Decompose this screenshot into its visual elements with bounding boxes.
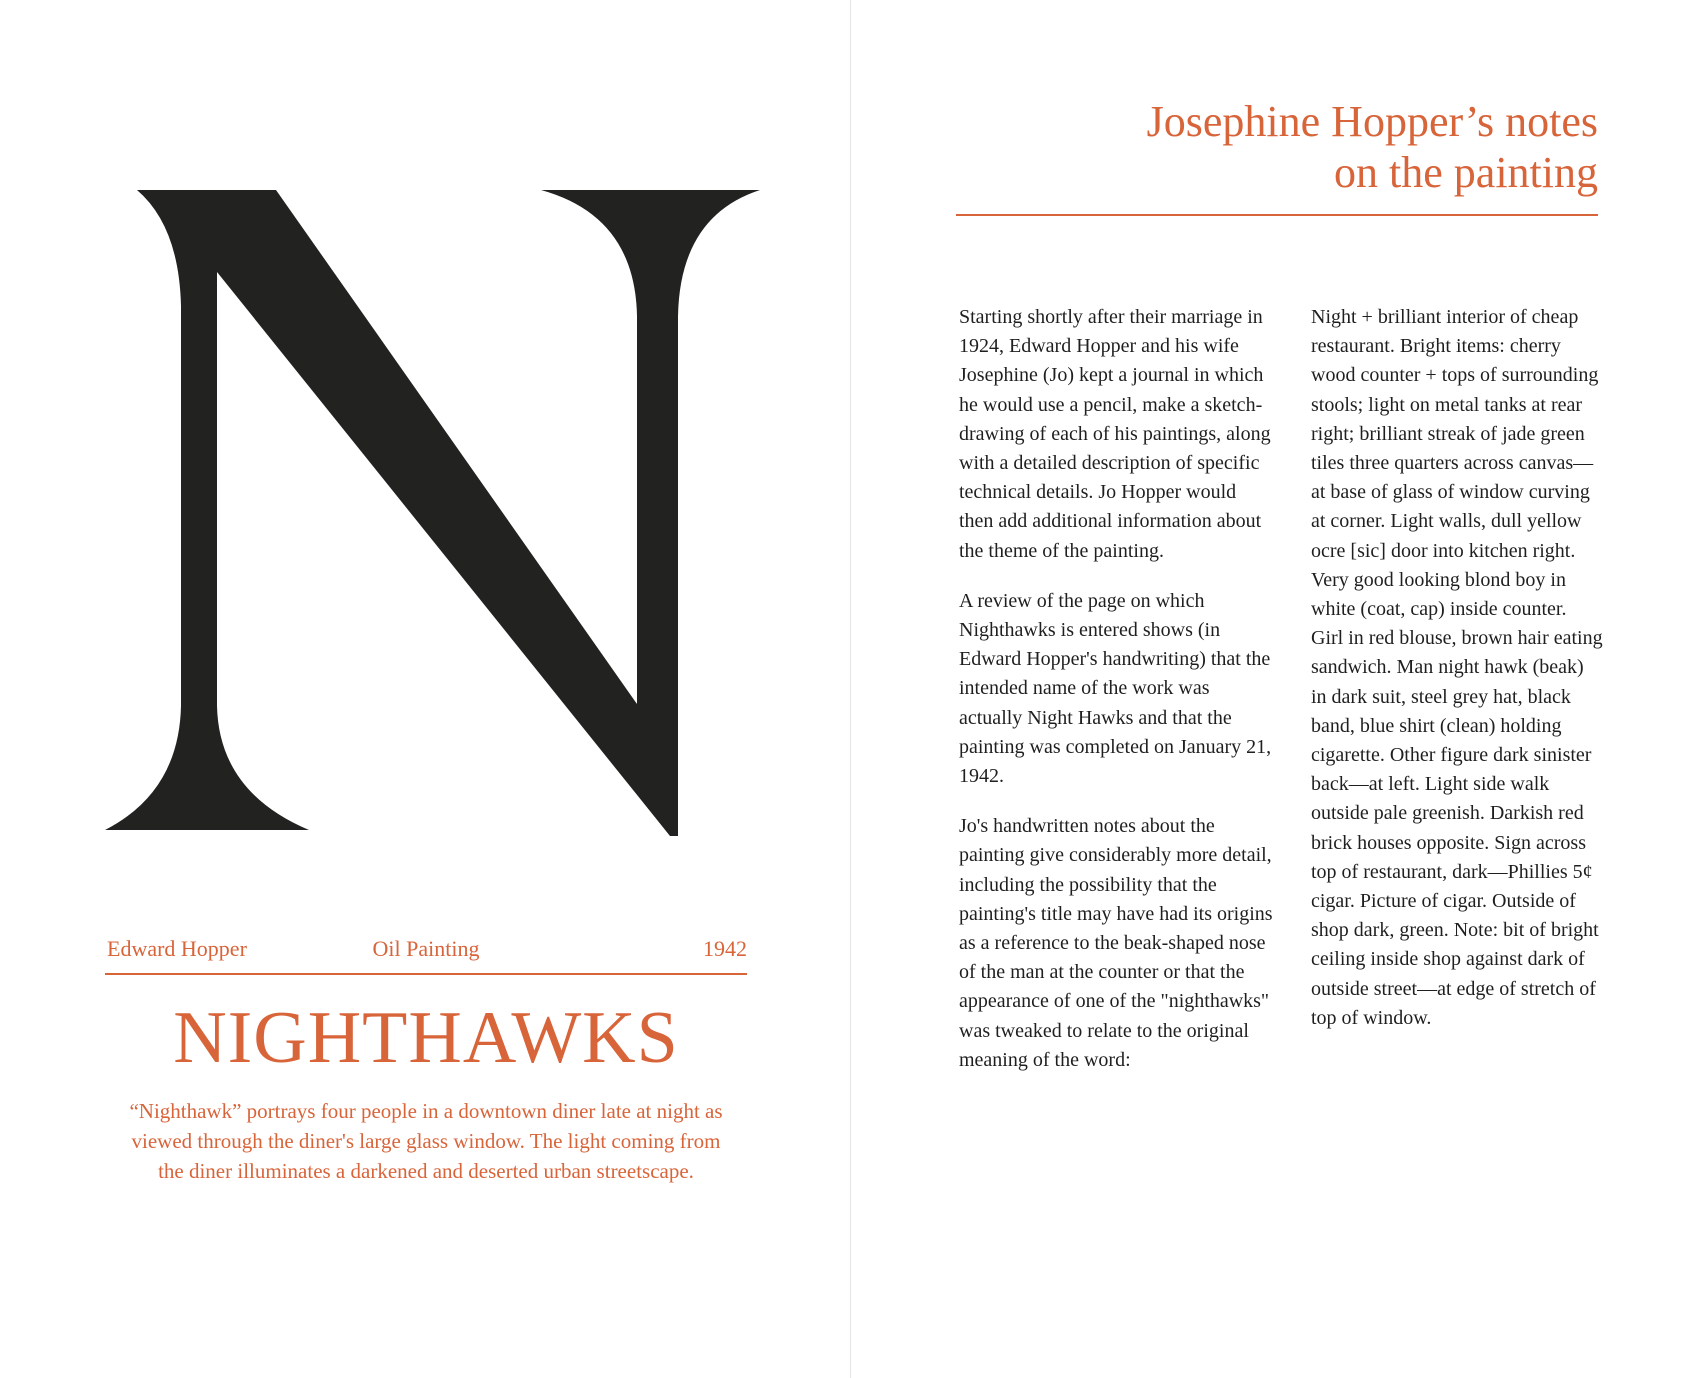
text-column-2 bbox=[1311, 303, 1603, 1054]
heading-divider bbox=[956, 214, 1598, 216]
right-page bbox=[851, 0, 1701, 1378]
meta-divider bbox=[105, 973, 747, 975]
paragraph: Jo's handwritten notes about the painting give considerably more detail, including the possibility that the painting's title may have had its origins as a reference to the beak-shaped nose of the man at the counter or that the appearance of one of the "nighthawks" was tweaked to relate to the original meaning of the word: bbox=[959, 815, 1273, 1071]
left-page bbox=[0, 0, 850, 1378]
drop-letter-glyph bbox=[105, 190, 760, 836]
heading-line-1: Josephine Hopper’s notes bbox=[1146, 97, 1598, 146]
text-column-1 bbox=[959, 303, 1275, 1096]
drop-letter-graphic bbox=[95, 186, 760, 836]
paragraph: Starting shortly after their marriage in 1924, Edward Hopper and his wife Josephine (Jo) kept a journal in which he would use a pencil, make a sketch-drawing of each of his paintings, along with a detailed description of specific technical details. Jo Hopper would then add additional information about the theme of the painting. bbox=[959, 306, 1271, 562]
medium: Oil Painting bbox=[372, 936, 480, 961]
notes-quote: Night + brilliant interior of cheap restaurant. Bright items: cherry wood counter + tops of surrounding stools; light on metal tanks at rear right; brilliant streak of jade green tiles three quarters across canvas—at base of glass of window curving at corner. Light walls, dull yellow ocre [sic] door into kitchen right. Very good looking blond boy in white (coat, cap) inside counter. Girl in red blouse, brown hair eating sandwich. Man night hawk (beak) in dark suit, steel grey hat, black band, blue shirt (clean) holding cigarette. Other figure dark sinister back—at left. Light side walk outside pale greenish. Darkish red brick houses opposite. Sign across top of restaurant, dark—Phillies 5¢ cigar. Picture of cigar. Outside of shop dark, green. Note: bit of bright ceiling inside shop against dark of outside street—at edge of stretch of top of window. bbox=[1311, 306, 1603, 1029]
artwork-title: NIGHTHAWKS bbox=[173, 997, 679, 1079]
heading-line-2: on the painting bbox=[1334, 148, 1598, 197]
year: 1942 bbox=[703, 936, 747, 961]
drop-letter-n bbox=[95, 186, 760, 836]
paragraph: A review of the page on which Nighthawks is entered shows (in Edward Hopper's handwriting) that the intended name of the work was actually Night Hawks and that the painting was completed on January 21, 1942. bbox=[959, 589, 1272, 788]
artwork-meta bbox=[105, 936, 747, 968]
section-heading bbox=[851, 96, 1598, 198]
artist-name: Edward Hopper bbox=[107, 936, 247, 961]
artwork-description: “Nighthawk” portrays four people in a downtown diner late at night as viewed through the diner's large glass window. The light coming from the diner illuminates a darkened and deserted urban streetscape. bbox=[129, 1099, 723, 1183]
